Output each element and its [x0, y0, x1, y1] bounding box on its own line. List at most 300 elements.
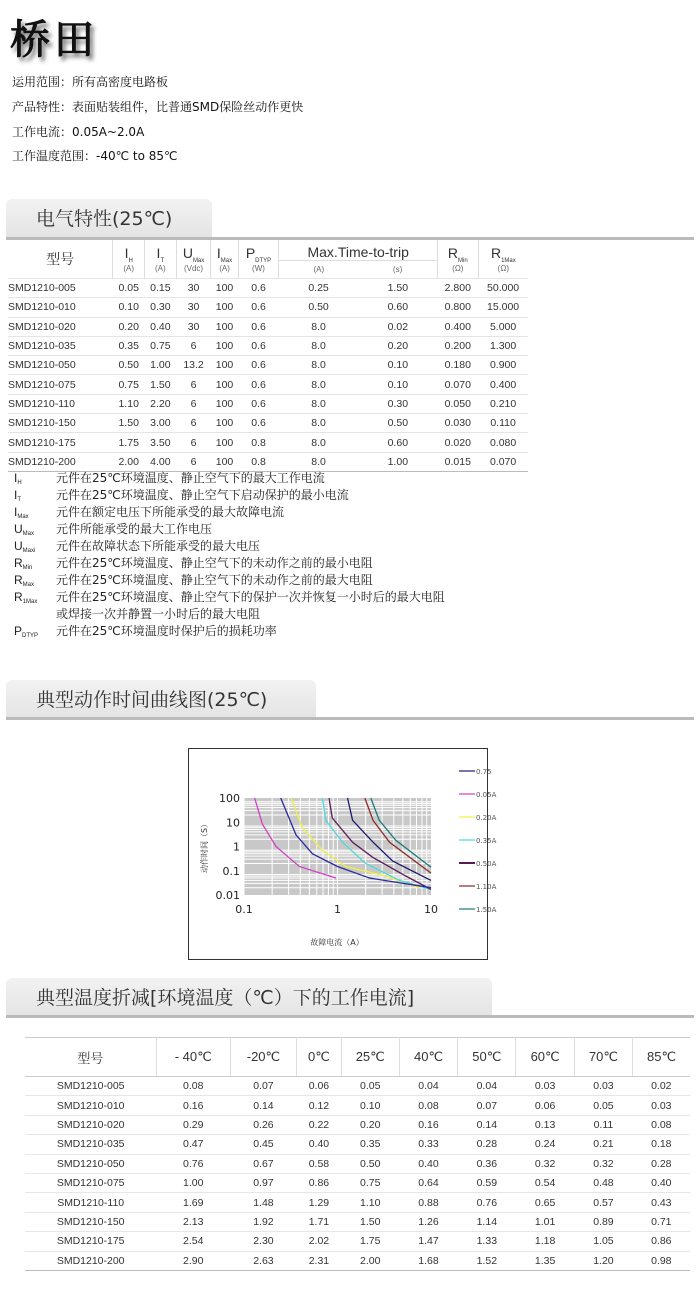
cell: 0.33	[399, 1135, 457, 1154]
cell: 0.070	[478, 452, 528, 471]
cell: 0.050	[437, 394, 478, 413]
cell: 6	[176, 394, 211, 413]
cell: 0.30	[145, 298, 177, 317]
cell: 2.31	[297, 1251, 341, 1270]
cell: 0.400	[478, 375, 528, 394]
cell: 13.2	[176, 356, 211, 375]
header-symbol: I	[216, 245, 221, 262]
cell: 0.16	[156, 1096, 230, 1115]
symbol-subscript: Max	[17, 514, 29, 520]
legend-item	[14, 572, 445, 589]
cell: 0.71	[633, 1212, 690, 1231]
legend-symbol	[14, 623, 56, 640]
cell: 100	[211, 414, 238, 433]
cell: 0.60	[358, 298, 437, 317]
cell: 0.8	[238, 452, 279, 471]
cell: 0.28	[458, 1135, 516, 1154]
divider	[6, 717, 694, 720]
cell: 2.63	[230, 1251, 297, 1270]
table-row	[25, 1077, 690, 1096]
cell: 8.0	[279, 375, 358, 394]
symbol-letter: R	[14, 556, 23, 570]
cell: 8.0	[279, 336, 358, 355]
legend-symbol	[14, 504, 56, 521]
column-header	[113, 240, 145, 279]
cell: 6	[176, 433, 211, 452]
cell: 0.20	[113, 317, 145, 336]
cell: 0.6	[238, 414, 279, 433]
info-application: 运用范围：所有高密度电路板	[12, 75, 169, 89]
cell: 0.35	[341, 1135, 399, 1154]
legend-description: 元件在25℃环境温度、静止空气下的未动作之前的最小电阻	[56, 556, 373, 570]
cell: 1.50	[113, 414, 145, 433]
column-header	[437, 240, 478, 279]
model-cell: SMD1210-005	[25, 1077, 156, 1096]
cell: 0.29	[156, 1115, 230, 1134]
cell: 0.35	[113, 336, 145, 355]
column-header: -20℃	[230, 1038, 297, 1077]
legend-item	[14, 589, 445, 606]
section-title-derating: 典型温度折减[环境温度（℃）下的工作电流]	[6, 978, 492, 1016]
brand-logo: 桥田	[10, 16, 98, 63]
header-unit: (Ω)	[497, 263, 509, 273]
cell: 1.29	[297, 1193, 341, 1212]
cell: 1.75	[341, 1232, 399, 1251]
model-cell: SMD1210-020	[25, 1115, 156, 1134]
cell: 1.01	[516, 1212, 574, 1231]
cell: 0.015	[437, 452, 478, 471]
cell: 0.50	[341, 1154, 399, 1173]
cell: 0.6	[238, 375, 279, 394]
cell: 0.50	[279, 298, 358, 317]
model-cell: SMD1210-035	[25, 1135, 156, 1154]
sub-header: (A)	[279, 260, 358, 278]
symbol-subscript: Max	[22, 531, 35, 537]
cell: 0.57	[574, 1193, 632, 1212]
table-row	[25, 1154, 690, 1173]
model-cell: SMD1210-110	[25, 1193, 156, 1212]
cell: 8.0	[279, 433, 358, 452]
cell: 0.50	[113, 356, 145, 375]
legend-symbol	[14, 538, 56, 555]
cell: 0.6	[238, 394, 279, 413]
cell: 100	[211, 279, 238, 298]
cell: 2.800	[437, 279, 478, 298]
cell: 0.86	[633, 1232, 690, 1251]
cell: 30	[176, 279, 211, 298]
cell: 1.68	[399, 1251, 457, 1270]
header-label: Max.Time-to-trip	[307, 243, 409, 260]
header-symbol: U	[182, 245, 193, 262]
cell: 0.10	[113, 298, 145, 317]
column-header	[176, 240, 211, 279]
sub-header: (s)	[392, 264, 403, 274]
cell: 0.13	[516, 1115, 574, 1134]
cell: 0.08	[633, 1115, 690, 1134]
cell: 0.40	[399, 1154, 457, 1173]
cell: 0.54	[516, 1173, 574, 1192]
cell: 2.00	[113, 452, 145, 471]
cell: 0.75	[341, 1173, 399, 1192]
symbol-subscript: T	[17, 497, 22, 503]
legend-symbol	[14, 572, 56, 589]
header-unit: (A)	[123, 263, 135, 273]
info-features: 产品特性：表面贴装组件，比普通SMD保险丝动作更快	[12, 100, 304, 114]
legend-item	[14, 521, 445, 538]
cell: 6	[176, 414, 211, 433]
column-header	[211, 240, 238, 279]
cell: 1.00	[145, 356, 177, 375]
table-row	[25, 1193, 690, 1212]
cell: 0.14	[230, 1096, 297, 1115]
cell: 100	[211, 394, 238, 413]
cell: 0.030	[437, 414, 478, 433]
legend-item	[14, 504, 445, 521]
cell: 0.800	[437, 298, 478, 317]
header-subscript: Max	[220, 257, 233, 264]
cell: 0.05	[574, 1096, 632, 1115]
cell: 1.35	[516, 1251, 574, 1270]
cell: 0.45	[230, 1135, 297, 1154]
cell: 5.000	[478, 317, 528, 336]
cell: 0.180	[437, 356, 478, 375]
cell: 30	[176, 317, 211, 336]
x-tick-label: 0.1	[235, 903, 253, 916]
cell: 1.18	[516, 1232, 574, 1251]
header-symbol: I	[156, 245, 161, 262]
cell: 0.58	[297, 1154, 341, 1173]
legend-description: 元件在25℃环境温度、静止空气下的保护一次并恢复一小时后的最大电阻	[56, 590, 445, 604]
cell: 0.43	[633, 1193, 690, 1212]
column-header: - 40℃	[156, 1038, 230, 1077]
model-cell: SMD1210-150	[25, 1212, 156, 1231]
table-row	[8, 452, 528, 471]
cell: 3.00	[145, 414, 177, 433]
column-header: 型号	[25, 1038, 156, 1077]
cell: 100	[211, 375, 238, 394]
cell: 0.8	[238, 433, 279, 452]
cell: 0.110	[478, 414, 528, 433]
cell: 30	[176, 298, 211, 317]
x-tick-label: 10	[424, 903, 438, 916]
legend-description: 元件在25℃环境温度时保护后的损耗功率	[56, 624, 277, 638]
cell: 100	[211, 336, 238, 355]
divider	[6, 1015, 694, 1018]
cell: 0.06	[516, 1096, 574, 1115]
cell: 0.070	[437, 375, 478, 394]
legend-label: 1.10A	[476, 883, 497, 891]
cell: 0.6	[238, 336, 279, 355]
cell: 6	[176, 452, 211, 471]
legend-symbol	[14, 487, 56, 504]
cell: 50.000	[478, 279, 528, 298]
header-subscript: Max	[192, 257, 205, 264]
cell: 0.10	[341, 1096, 399, 1115]
cell: 1.300	[478, 336, 528, 355]
cell: 0.03	[516, 1077, 574, 1096]
cell: 0.08	[156, 1077, 230, 1096]
header-symbol: R	[490, 245, 502, 262]
cell: 2.20	[145, 394, 177, 413]
cell: 0.6	[238, 279, 279, 298]
model-cell: SMD1210-110	[8, 394, 113, 413]
cell: 100	[211, 356, 238, 375]
header-row	[8, 240, 528, 260]
column-header	[145, 240, 177, 279]
cell: 0.32	[516, 1154, 574, 1173]
legend-label: 0.75	[476, 768, 492, 776]
cell: 0.75	[145, 336, 177, 355]
y-tick-label: 0.01	[215, 889, 240, 902]
cell: 0.32	[574, 1154, 632, 1173]
cell: 0.47	[156, 1135, 230, 1154]
model-cell: SMD1210-010	[8, 298, 113, 317]
model-cell: SMD1210-005	[8, 279, 113, 298]
cell: 1.75	[113, 433, 145, 452]
cell: 0.05	[113, 279, 145, 298]
y-tick-label: 100	[219, 792, 240, 805]
model-cell: SMD1210-075	[25, 1173, 156, 1192]
cell: 0.40	[145, 317, 177, 336]
model-cell: SMD1210-050	[8, 356, 113, 375]
header-unit: (W)	[252, 263, 265, 273]
section-title-trip-curve: 典型动作时间曲线图(25℃)	[6, 680, 316, 718]
legend-label: 0.50A	[476, 860, 497, 868]
cell: 1.48	[230, 1193, 297, 1212]
legend-item	[14, 623, 445, 640]
table-row	[8, 279, 528, 298]
legend-description: 元件在故障状态下所能承受的最大电压	[56, 539, 261, 553]
table-row	[8, 375, 528, 394]
table-row	[25, 1115, 690, 1134]
header-symbol: I	[124, 245, 129, 262]
cell: 0.10	[358, 375, 437, 394]
header-unit: (Ω)	[452, 263, 464, 273]
cell: 1.50	[145, 375, 177, 394]
legend-label: 0.35A	[476, 837, 497, 845]
cell: 0.080	[478, 433, 528, 452]
symbol-letter: R	[14, 590, 23, 604]
cell: 1.10	[341, 1193, 399, 1212]
cell: 1.50	[358, 279, 437, 298]
cell: 1.20	[574, 1251, 632, 1270]
cell: 6	[176, 375, 211, 394]
header-subscript: 1Max	[501, 257, 516, 264]
legend-description: 元件所能承受的最大工作电压	[56, 522, 213, 536]
cell: 1.05	[574, 1232, 632, 1251]
legend-item	[14, 470, 445, 487]
cell: 100	[211, 317, 238, 336]
cell: 3.50	[145, 433, 177, 452]
table-row	[25, 1232, 690, 1251]
symbol-subscript: 1Max	[22, 599, 38, 605]
cell: 1.14	[458, 1212, 516, 1231]
symbol-letter: U	[14, 539, 23, 553]
cell: 0.10	[358, 356, 437, 375]
model-cell: SMD1210-035	[8, 336, 113, 355]
x-tick-label: 1	[334, 903, 341, 916]
cell: 1.33	[458, 1232, 516, 1251]
cell: 2.54	[156, 1232, 230, 1251]
cell: 0.04	[458, 1077, 516, 1096]
model-cell: SMD1210-010	[25, 1096, 156, 1115]
table-row	[25, 1096, 690, 1115]
cell: 1.00	[156, 1173, 230, 1192]
cell: 0.03	[574, 1077, 632, 1096]
cell: 0.28	[633, 1154, 690, 1173]
cell: 0.12	[297, 1096, 341, 1115]
cell: 0.02	[633, 1077, 690, 1096]
cell: 1.26	[399, 1212, 457, 1231]
header-row	[25, 1038, 690, 1077]
symbol-letter: I	[14, 505, 18, 519]
cell: 1.10	[113, 394, 145, 413]
cell: 2.02	[297, 1232, 341, 1251]
table-row	[25, 1173, 690, 1192]
cell: 0.14	[458, 1115, 516, 1134]
column-header: 60℃	[516, 1038, 574, 1077]
cell: 0.36	[458, 1154, 516, 1173]
cell: 0.76	[458, 1193, 516, 1212]
legend-description: 元件在25℃环境温度、静止空气下的最大工作电流	[56, 471, 325, 485]
symbol-legend	[14, 470, 445, 640]
cell: 0.07	[230, 1077, 297, 1096]
cell: 2.00	[341, 1251, 399, 1270]
symbol-letter: I	[14, 488, 18, 502]
cell: 0.20	[341, 1115, 399, 1134]
cell: 1.69	[156, 1193, 230, 1212]
cell: 0.40	[297, 1135, 341, 1154]
symbol-letter: R	[14, 573, 23, 587]
table-row	[8, 298, 528, 317]
column-header	[279, 240, 438, 260]
column-header: 0℃	[297, 1038, 341, 1077]
column-header: 40℃	[399, 1038, 457, 1077]
cell: 1.52	[458, 1251, 516, 1270]
cell: 0.16	[399, 1115, 457, 1134]
cell: 0.75	[113, 375, 145, 394]
cell: 0.86	[297, 1173, 341, 1192]
column-header: 50℃	[458, 1038, 516, 1077]
legend-symbol	[14, 555, 56, 572]
cell: 0.50	[358, 414, 437, 433]
cell: 2.13	[156, 1212, 230, 1231]
table-row	[8, 433, 528, 452]
column-header: 25℃	[341, 1038, 399, 1077]
cell: 0.07	[458, 1096, 516, 1115]
cell: 1.71	[297, 1212, 341, 1231]
model-cell: SMD1210-150	[8, 414, 113, 433]
table-row	[25, 1251, 690, 1270]
cell: 0.6	[238, 298, 279, 317]
cell: 0.15	[145, 279, 177, 298]
column-header: 85℃	[633, 1038, 690, 1077]
cell: 1.92	[230, 1212, 297, 1231]
cell: 0.05	[341, 1077, 399, 1096]
symbol-letter: P	[14, 624, 23, 638]
cell: 0.11	[574, 1115, 632, 1134]
cell: 0.64	[399, 1173, 457, 1192]
model-cell: SMD1210-200	[25, 1251, 156, 1270]
legend-item	[14, 606, 445, 623]
trip-curve-chart	[188, 748, 497, 960]
legend-label: 0.20A	[476, 814, 497, 822]
header-symbol: R	[447, 245, 459, 262]
table-row	[25, 1212, 690, 1231]
legend-label: 1.50A	[476, 906, 497, 914]
symbol-subscript: H	[17, 480, 22, 486]
cell: 0.02	[358, 317, 437, 336]
symbol-letter: I	[14, 471, 18, 485]
model-cell: SMD1210-175	[8, 433, 113, 452]
y-tick-label: 10	[226, 816, 240, 830]
symbol-subscript: Max	[22, 582, 35, 588]
legend-item	[14, 555, 445, 572]
legend-item	[14, 538, 445, 555]
model-cell: SMD1210-175	[25, 1232, 156, 1251]
cell: 0.30	[358, 394, 437, 413]
cell: 0.76	[156, 1154, 230, 1173]
cell: 0.98	[633, 1251, 690, 1270]
cell: 8.0	[279, 356, 358, 375]
info-current: 工作电流：0.05A~2.0A	[12, 125, 145, 139]
table-row	[25, 1135, 690, 1154]
cell: 0.97	[230, 1173, 297, 1192]
cell: 0.08	[399, 1096, 457, 1115]
cell: 0.04	[399, 1077, 457, 1096]
cell: 0.20	[358, 336, 437, 355]
cell: 0.67	[230, 1154, 297, 1173]
y-tick-label: 0.1	[222, 864, 240, 878]
cell: 8.0	[279, 317, 358, 336]
x-axis-label: 故障电流（A）	[310, 938, 364, 947]
cell: 4.00	[145, 452, 177, 471]
cell: 1.47	[399, 1232, 457, 1251]
legend-description: 元件在25℃环境温度、静止空气下的未动作之前的最大电阻	[56, 573, 373, 587]
header-unit: (A)	[219, 263, 230, 273]
cell: 1.50	[341, 1212, 399, 1231]
table-row	[8, 356, 528, 375]
chart-svg	[189, 749, 497, 959]
legend-item	[14, 487, 445, 504]
table-row	[8, 394, 528, 413]
header-symbol: P	[245, 245, 256, 262]
cell: 0.21	[574, 1135, 632, 1154]
cell: 15.000	[478, 298, 528, 317]
cell: 6	[176, 336, 211, 355]
cell: 0.65	[516, 1193, 574, 1212]
legend-symbol	[14, 521, 56, 538]
legend-symbol	[14, 470, 56, 487]
cell: 0.020	[437, 433, 478, 452]
model-cell: SMD1210-075	[8, 375, 113, 394]
cell: 2.30	[230, 1232, 297, 1251]
table-row	[8, 317, 528, 336]
cell: 0.60	[358, 433, 437, 452]
cell: 1.00	[358, 452, 437, 471]
cell: 0.06	[297, 1077, 341, 1096]
symbol-letter: U	[14, 522, 23, 536]
symbol-subscript: DTYP	[22, 633, 39, 639]
column-header	[8, 240, 113, 279]
electrical-table	[8, 240, 528, 472]
cell: 0.40	[633, 1173, 690, 1192]
cell: 0.200	[437, 336, 478, 355]
header-unit: (A)	[155, 263, 166, 273]
cell: 0.18	[633, 1135, 690, 1154]
header-subscript: T	[160, 257, 165, 264]
cell: 0.24	[516, 1135, 574, 1154]
